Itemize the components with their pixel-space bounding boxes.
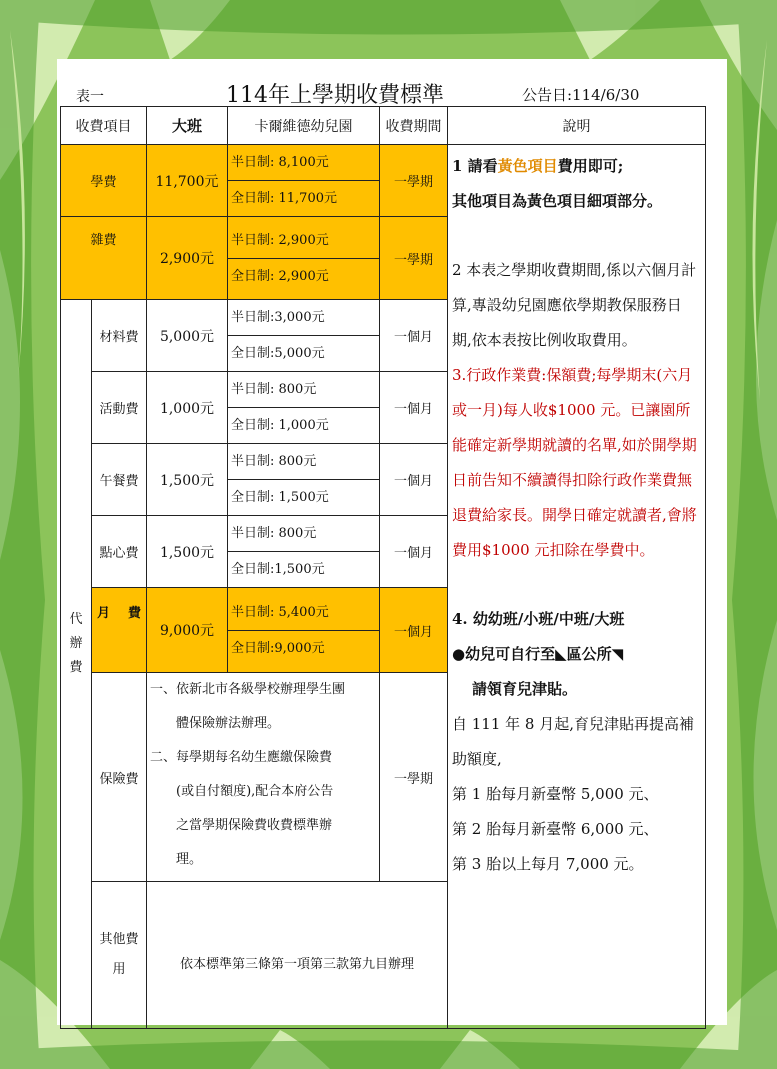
form-number: 表一 [76, 89, 104, 105]
note-3: 3.行政作業費:保額費;每學期末(六月或一月)每人收$1000 元。已讓園所能確定新學期就讀的名單,如於開學期日前告知不續讀得扣除行政作業費無退費給家長。開學日確定就讀者,會將費用$1000 元扣除在學費中。 [452, 366, 697, 559]
full-day-fee: 全日制:5,000元 [231, 346, 325, 361]
col-header-item: 收費項目 [61, 107, 147, 145]
half-day-fee: 半日制: 800元 [228, 516, 379, 552]
full-day-fee: 全日制: 1,000元 [231, 418, 329, 433]
note-4-line1: ●幼兒可自行至◣區公所◥ [452, 645, 624, 663]
fee-amount-activity: 1,000元 [147, 372, 228, 444]
note-4-title: 4. 幼幼班/小班/中班/大班 [452, 610, 625, 628]
document-title: 114年上學期收費標準 [226, 83, 444, 108]
col-header-school: 卡爾維德幼兒園 [228, 107, 380, 145]
note-2: 2 本表之學期收費期間,係以六個月計算,專設幼兒園應依學期教保服務日期,依本表按比例收取費用。 [452, 261, 697, 349]
col-header-notes: 說明 [448, 107, 706, 145]
half-day-fee: 半日制: 800元 [228, 372, 379, 408]
fee-period-snack: 一個月 [380, 516, 448, 588]
full-day-fee: 全日制:9,000元 [231, 640, 325, 656]
notice-date: 公告日:114/6/30 [522, 86, 640, 104]
fee-label-materials: 材料費 [92, 300, 147, 372]
other-fee-description: 依本標準第三條第一項第三款第九目辦理 [147, 882, 448, 1029]
fee-amount-tuition: 11,700元 [147, 145, 228, 217]
note-4-child3: 第 3 胎以上每月 7,000 元。 [452, 855, 644, 873]
agency-fee-label: 代辦費 [69, 612, 83, 675]
note-4-body: 自 111 年 8 月起,育兒津貼再提高補助額度, [452, 715, 695, 768]
fee-label-tuition: 學費 [61, 145, 147, 217]
fee-period-misc: 一學期 [380, 217, 448, 300]
insurance-description: 一、依新北市各級學校辦理學生團 體保險辦法辦理。 二、每學期每名幼生應繳保險費 (或自付額度),配合本府公告 之當學期保險費收費標準辦 理。 [147, 673, 380, 882]
table-header-row [61, 107, 706, 145]
fee-plans-materials [228, 300, 380, 372]
half-day-fee: 半日制:3,000元 [228, 300, 379, 336]
full-day-fee: 全日制: 11,700元 [231, 191, 337, 206]
fee-label-insurance: 保險費 [92, 673, 147, 882]
col-header-class: 大班 [147, 107, 228, 145]
fee-label-misc: 雜費 [61, 217, 147, 300]
fee-period-lunch: 一個月 [380, 444, 448, 516]
fee-label-activity: 活動費 [92, 372, 147, 444]
fee-label-other: 其他費用 [92, 882, 147, 1029]
fee-plans-tuition [228, 145, 380, 217]
fee-period-insurance: 一學期 [380, 673, 448, 882]
fee-plans-misc [228, 217, 380, 300]
fee-plans-lunch [228, 444, 380, 516]
half-day-fee: 半日制: 2,900元 [228, 223, 379, 259]
fee-table [60, 106, 706, 1029]
full-day-fee: 全日制:1,500元 [231, 562, 325, 577]
fee-amount-monthly: 9,000元 [147, 588, 228, 673]
fee-period-monthly: 一個月 [380, 588, 448, 673]
fee-amount-materials: 5,000元 [147, 300, 228, 372]
half-day-fee: 半日制: 800元 [228, 444, 379, 480]
fee-period-materials: 一個月 [380, 300, 448, 372]
notes-column [448, 145, 706, 1029]
note-4-child1: 第 1 胎每月新臺幣 5,000 元、 [452, 785, 659, 803]
fee-label-snack: 點心費 [92, 516, 147, 588]
half-day-fee: 半日制: 5,400元 [228, 595, 379, 631]
fee-period-activity: 一個月 [380, 372, 448, 444]
fee-amount-lunch: 1,500元 [147, 444, 228, 516]
note-1-detail: 其他項目為黃色項目細項部分。 [452, 192, 663, 210]
fee-label-lunch: 午餐費 [92, 444, 147, 516]
fee-plans-activity [228, 372, 380, 444]
agency-fee-group [61, 300, 92, 1029]
table-row-tuition [61, 145, 706, 217]
fee-plans-monthly [228, 588, 380, 673]
fee-amount-misc: 2,900元 [147, 217, 228, 300]
fee-period-tuition: 一學期 [380, 145, 448, 217]
full-day-fee: 全日制: 2,900元 [231, 268, 329, 284]
col-header-period: 收費期間 [380, 107, 448, 145]
fee-plans-snack [228, 516, 380, 588]
fee-label-monthly: 月 費 [92, 588, 147, 673]
note-1: 1 請看黃色項目費用即可; [452, 157, 624, 175]
note-4-line2: 請領育兒津貼。 [472, 680, 578, 698]
fee-amount-snack: 1,500元 [147, 516, 228, 588]
full-day-fee: 全日制: 1,500元 [231, 490, 329, 505]
note-4-child2: 第 2 胎每月新臺幣 6,000 元、 [452, 820, 659, 838]
half-day-fee: 半日制: 8,100元 [228, 145, 379, 181]
